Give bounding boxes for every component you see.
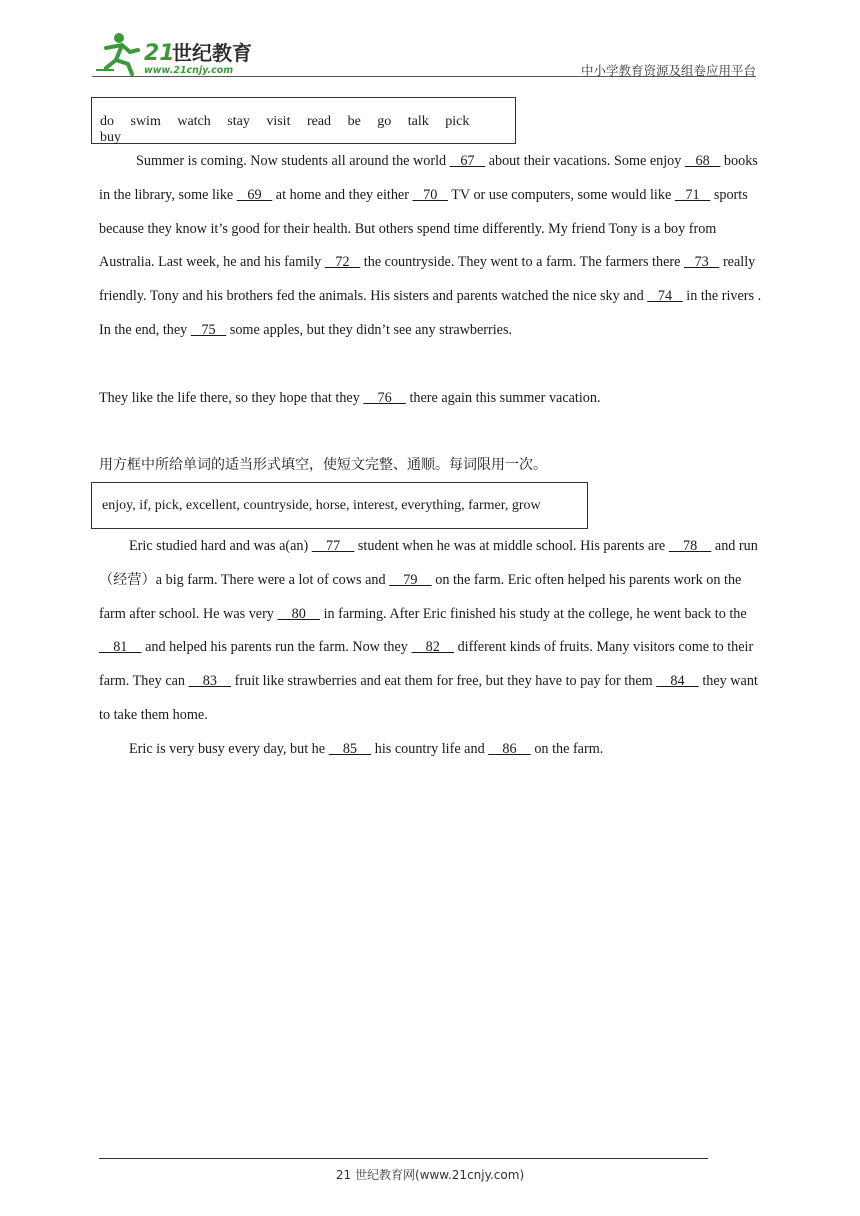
blank-80[interactable]: 80 — [277, 605, 321, 622]
word-box-item: do — [100, 114, 114, 129]
word-box-item: visit — [266, 114, 291, 129]
word-box-item: go — [377, 114, 392, 129]
word-box-item: buy — [100, 130, 121, 145]
blank-74[interactable]: 74 — [647, 288, 683, 305]
blank-69[interactable]: 69 — [236, 186, 273, 203]
word-box-item: talk — [407, 114, 429, 129]
passage-1-last-line: They like the life there, so they hope that they 76 there again this summer vacation. — [99, 390, 601, 406]
blank-76[interactable]: 76 — [363, 390, 406, 406]
blank-86[interactable]: 86 — [488, 741, 531, 757]
blank-68[interactable]: 68 — [684, 153, 721, 169]
logo-text: 世纪教育 — [172, 41, 252, 65]
blank-83[interactable]: 83 — [188, 673, 232, 690]
word-box-item: swim — [130, 114, 161, 129]
blank-72[interactable]: 72 — [324, 254, 361, 271]
blank-84[interactable]: 84 — [656, 673, 699, 690]
blank-81[interactable]: 81 — [99, 639, 142, 656]
section-2-instruction: 用方框中所给单词的适当形式填空，使短文完整、通顺。每词限用一次。 — [99, 457, 547, 473]
word-box-item: be — [347, 114, 361, 129]
passage-2: Eric studied hard and was a(an) 77 student when he was at middle school. His parents are 78 and run（经营）a big farm. There were a lot of cows and 79 on the farm. Eric often helped his parents work on the farm after school. He was very 80 in farming. After Eric finished his study at the college, he went back to the 81 and helped his parents run the farm. Now they 82 different kinds of fruits. Many visitors come to their farm. They can 83 fruit like strawberries and eat them for free, but they have to pay for them 84 they want to take them home. — [99, 538, 758, 723]
blank-67[interactable]: 67 — [449, 153, 486, 169]
word-box-1 — [91, 97, 516, 144]
passage-2-last-line: Eric is very busy every day, but he 85 his country life and 86 on the farm. — [129, 741, 604, 757]
svg-text:21: 21 — [144, 41, 175, 66]
word-box-item: stay — [227, 114, 250, 129]
blank-71[interactable]: 71 — [674, 186, 711, 203]
word-box-2-text: enjoy, if, pick, excellent, countryside, horse, interest, everything, farmer, grow — [102, 498, 541, 513]
blank-70[interactable]: 70 — [412, 186, 448, 203]
page-header — [92, 30, 756, 78]
logo-21cnjy — [92, 30, 262, 76]
blank-82[interactable]: 82 — [411, 639, 455, 656]
word-box-2 — [91, 482, 588, 529]
header-platform-title: 中小学教育资源及组卷应用平台 — [580, 63, 756, 78]
blank-85[interactable]: 85 — [328, 741, 372, 757]
blank-77[interactable]: 77 — [311, 538, 355, 554]
page-footer: 21 世纪教育网(www.21cnjy.com) — [335, 1168, 525, 1182]
blank-75[interactable]: 75 — [190, 321, 227, 338]
header-divider — [92, 76, 756, 77]
word-box-item: watch — [177, 114, 211, 129]
blank-73[interactable]: 73 — [683, 254, 720, 271]
logo-url: www.21cnjy.com — [144, 65, 234, 76]
blank-78[interactable]: 78 — [668, 538, 712, 554]
blank-79[interactable]: 79 — [389, 571, 432, 588]
word-box-item: pick — [445, 114, 470, 129]
word-box-item: read — [306, 114, 332, 129]
footer-divider — [99, 1158, 708, 1159]
passage-1: Summer is coming. Now students all around the world 67 about their vacations. Some enjoy 68 books in the library, some like 69 at home and they either 70 TV or use computers, some would like 71 sports because they know it’s good for their health. But others spend time differently. My friend Tony is a boy from Australia. Last week, he and his family 72 the countryside. They went to a farm. The farmers there 73 really friendly. Tony and his brothers fed the animals. His sisters and parents watched the nice sky and 74 in the rivers . In the end, they 75 some apples, but they didn’t see any strawberries. — [99, 153, 762, 338]
